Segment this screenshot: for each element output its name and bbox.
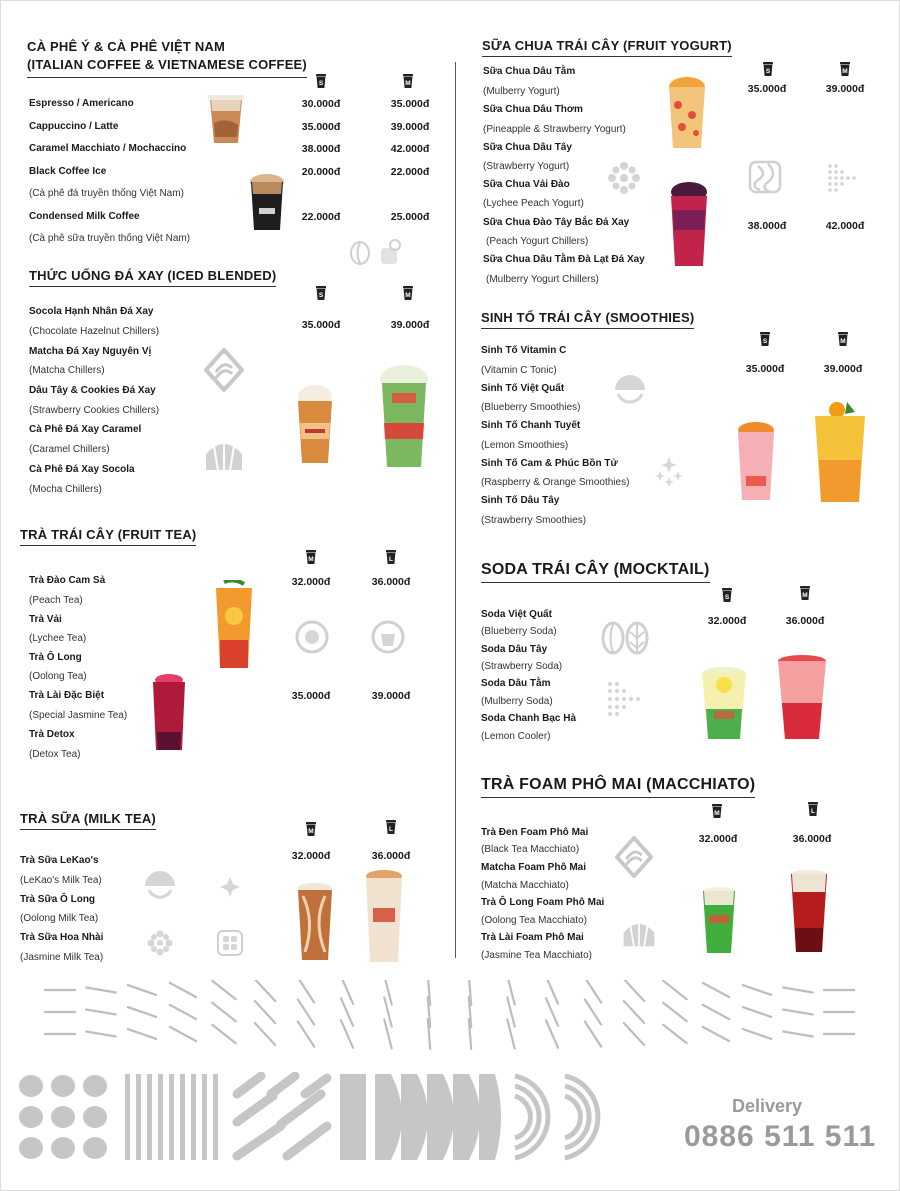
yogurt-price-s: 38.000đ [747,220,787,232]
dot-arrow-deco-icon [606,680,644,718]
smoothies-price-m: 39.000đ [823,363,863,375]
coffee-item-name: Cappuccino / Latte [29,121,119,132]
smoothies-item-name: Sinh Tố Cam & Phúc Bồn Tử [481,458,618,469]
soda-item-sub: (Blueberry Soda) [481,626,557,637]
macchiato-price-m: 32.000đ [698,833,738,845]
macchiato-item-name: Trà Đen Foam Phô Mai [481,827,589,838]
fruit-tea-item-sub: (Detox Tea) [29,749,81,760]
fruit-tea-item-sub: (Lychee Tea) [29,633,87,644]
macchiato-price-l: 36.000đ [792,833,832,845]
half-sun-deco-icon [612,372,648,408]
stripe-mark [86,1032,116,1037]
size-s-cup-icon [722,588,732,602]
yogurt-price-m: 42.000đ [825,220,865,232]
fruit-tea-price-l: 36.000đ [371,576,411,588]
yogurt-item-name: Sữa Chua Dâu Thơm [483,104,583,115]
half-sun-deco-icon [143,868,177,902]
yogurt-item-name: Sữa Chua Dâu Tằm Đà Lạt Đá Xay [483,254,645,265]
stripe-mark [743,1007,771,1017]
yogurt-item-sub: (Pineapple & Strawberry Yogurt) [483,124,626,135]
vitamin-c-smoothie-cup-image [734,420,778,502]
yogurt-price-s: 35.000đ [747,83,787,95]
column-divider [455,62,456,958]
size-m-cup-icon [306,550,316,564]
macchiato-item-sub: (Matcha Macchiato) [481,880,569,891]
coffee-price-m: 39.000đ [390,121,430,133]
caramel-chiller-cup-image [295,383,335,465]
macchiato-item-name: Trà Ô Long Foam Phô Mai [481,897,605,908]
yogurt-price-m: 39.000đ [825,83,865,95]
yogurt-section-title: SỮA CHUA TRÁI CÂY (FRUIT YOGURT) [482,38,732,57]
blended-item-name: Dâu Tây & Cookies Đá Xay [29,385,156,396]
sparkle-cluster-deco-icon [652,455,686,489]
blended-price-s: 35.000đ [301,319,341,331]
milk-tea-item-name: Trà Sữa Ô Long [20,894,96,905]
stripe-mark [128,1029,156,1039]
size-l-cup-icon [386,550,396,564]
stripe-mark [585,980,601,1003]
beans-deco-icon [600,620,650,656]
black-coffee-cup-image [249,172,285,232]
svg-text:S: S [318,80,324,87]
smoothies-item-name: Sinh Tố Chanh Tuyết [481,420,581,431]
cup-circle-deco-icon [371,620,405,654]
coffee-title-line1: CÀ PHÊ Ý & CÀ PHÊ VIỆT NAM [27,39,226,54]
svg-text:S: S [765,68,771,75]
soda-item-sub: (Strawberry Soda) [481,661,563,672]
svg-text:M: M [405,80,411,87]
coffee-price-s: 22.000đ [301,211,341,223]
milk-tea-item-name: Trà Sữa Hoa Nhài [20,932,104,943]
yogurt-item-sub: (Peach Yogurt Chillers) [486,236,589,247]
yogurt-item-name: Sữa Chua Dâu Tằm [483,66,576,77]
macchiato-item-sub: (Black Tea Macchiato) [481,844,580,855]
stripe-mark [546,998,558,1025]
coffee-price-s: 20.000đ [301,166,341,178]
coffee-price-s: 30.000đ [301,98,341,110]
geometric-footer-pattern [15,1072,615,1162]
soda-item-name: Soda Dâu Tây [481,644,548,655]
size-m-cup-icon [403,74,413,88]
size-m-cup-icon [403,286,413,300]
stripe-mark [86,1010,116,1015]
coffee-item-name: Caramel Macchiato / Mochaccino [29,143,187,154]
size-s-cup-icon [763,62,773,76]
stripe-mark [585,1021,601,1046]
soda-item-name: Soda Chanh Bạc Hà [481,713,577,724]
soda-item-name: Soda Dâu Tằm [481,678,551,689]
fruit-tea-item-name: Trà Vải [29,614,62,625]
macchiato-section-title: TRÀ FOAM PHÔ MAI (MACCHIATO) [481,776,755,798]
stripe-mark [703,983,729,997]
blended-item-sub: (Strawberry Cookies Chillers) [29,405,160,416]
flower-deco-icon [145,928,175,958]
size-s-cup-icon [316,74,326,88]
stripe-mark [298,999,314,1024]
soda-price-s: 32.000đ [707,615,747,627]
stripe-mark [170,1005,196,1019]
stripe-mark [783,988,813,993]
yogurt-item-name: Sữa Chua Dâu Tây [483,142,572,153]
svg-text:L: L [811,808,815,815]
macchiato-item-sub: (Jasmine Tea Macchiato) [481,950,592,961]
blended-item-sub: (Mocha Chillers) [29,484,102,495]
smoothies-section-title: SINH TỐ TRÁI CÂY (SMOOTHIES) [481,310,694,329]
coffee-price-s: 38.000đ [301,143,341,155]
peach-tea-cup-image [214,580,254,670]
flower-deco-icon [606,160,642,196]
oolong-milk-tea-cup-image [363,868,405,964]
svg-text:M: M [714,810,720,817]
orange-smoothie-cup-image [811,400,869,504]
soda-item-sub: (Lemon Cooler) [481,731,551,742]
smoothies-item-sub: (Raspberry & Orange Smoothies) [481,477,630,488]
black-tea-macchiato-cup-image [789,868,829,954]
coffee-price-s: 35.000đ [301,121,341,133]
svg-text:S: S [724,594,730,601]
stripe-mark [170,983,196,997]
stripe-mark [212,981,236,999]
size-m-cup-icon [712,804,722,818]
soda-item-name: Soda Việt Quất [481,609,552,620]
coffee-cup-deco-icon [378,238,402,266]
blended-section-title: THỨC UỐNG ĐÁ XAY (ICED BLENDED) [29,268,276,287]
svg-text:L: L [389,556,393,563]
milk-tea-item-name: Trà Sữa LeKao's [20,855,99,866]
blended-item-sub: (Caramel Chillers) [29,444,110,455]
stripe-mark [624,1023,644,1045]
blended-price-m: 39.000đ [390,319,430,331]
stripe-mark [783,1032,813,1037]
coffee-item-name: Black Coffee Ice [29,166,107,177]
smoothies-price-s: 35.000đ [745,363,785,375]
svg-text:M: M [405,292,411,299]
stripe-mark [703,1027,729,1041]
fruit-tea-item-name: Trà Lài Đặc Biệt [29,690,105,701]
fruit-tea-price-m: 32.000đ [291,576,331,588]
dot-arrow-deco-icon [826,162,858,194]
blended-item-name: Matcha Đá Xay Nguyên Vị [29,346,152,357]
smoothies-item-sub: (Vitamin C Tonic) [481,365,557,376]
sunrise-deco-icon [620,912,658,948]
svg-text:S: S [762,338,768,345]
milk-tea-section-title: TRÀ SỮA (MILK TEA) [20,811,156,830]
svg-text:L: L [389,826,393,833]
jasmine-tea-cup-image [151,672,187,752]
size-l-cup-icon [808,802,818,816]
stripe-mark [585,999,601,1024]
stripe-mark [624,980,644,1001]
smoothies-item-sub: (Strawberry Smoothies) [481,515,587,526]
matcha-macchiato-cup-image [701,885,737,955]
blended-item-name: Socola Hạnh Nhân Đá Xay [29,306,154,317]
fruit-tea-item-name: Trà Ô Long [29,652,82,663]
size-s-cup-icon [316,286,326,300]
macchiato-item-name: Matcha Foam Phô Mai [481,862,587,873]
stripe-mark [255,1023,275,1045]
leaf-deco-icon [202,348,246,392]
coffee-price-m: 35.000đ [390,98,430,110]
blended-item-sub: (Matcha Chillers) [29,365,105,376]
coffee-item-sub: (Cà phê đá truyền thống Việt Nam) [29,188,184,199]
soda-price-m: 36.000đ [785,615,825,627]
size-m-cup-icon [838,332,848,346]
coffee-price-m: 25.000đ [390,211,430,223]
stripe-mark [663,981,687,999]
stripe-mark [298,1021,314,1046]
svg-text:M: M [802,592,808,599]
stripe-mark [128,1007,156,1017]
lekaos-milk-tea-cup-image [295,882,335,962]
fruit-tea-item-sub: (Peach Tea) [29,595,83,606]
stripe-mark [663,1025,687,1043]
stripe-mark [783,1010,813,1015]
coffee-item-name: Condensed Milk Coffee [29,211,140,222]
tiles-deco-icon [217,930,243,956]
fruit-tea-item-sub: (Special Jasmine Tea) [29,710,128,721]
soda-item-sub: (Mulberry Soda) [481,696,553,707]
svg-text:M: M [308,828,314,835]
stripe-mark [128,985,156,995]
stripe-mark [663,1003,687,1021]
smoothies-item-name: Sinh Tố Việt Quất [481,383,565,394]
sparkle-deco-icon [219,876,241,898]
blended-item-name: Cà Phê Đá Xay Socola [29,464,135,475]
fruit-tea-price-l: 39.000đ [371,690,411,702]
size-s-cup-icon [760,332,770,346]
stripe-mark [298,980,314,1003]
svg-text:M: M [840,338,846,345]
stripe-mark [212,1003,236,1021]
fruit-tea-section-title: TRÀ TRÁI CÂY (FRUIT TEA) [20,527,196,546]
macchiato-item-name: Trà Lài Foam Phô Mai [481,932,584,943]
size-m-cup-icon [306,822,316,836]
lemon-soda-cup-image [700,665,748,741]
stripe-mark [170,1027,196,1041]
coffee-price-m: 22.000đ [390,166,430,178]
smoothies-item-sub: (Lemon Smoothies) [481,440,569,451]
yogurt-item-sub: (Mulberry Yogurt Chillers) [486,274,599,285]
yogurt-item-sub: (Strawberry Yogurt) [483,161,570,172]
stripe-mark [703,1005,729,1019]
strawberry-soda-cup-image [776,653,828,741]
stripe-mark [743,985,771,995]
milk-tea-item-sub: (LeKao's Milk Tea) [20,875,102,886]
size-l-cup-icon [386,820,396,834]
sunrise-deco-icon [202,430,246,472]
delivery-phone-number[interactable]: 0886 511 511 [684,1120,877,1153]
svg-text:M: M [308,556,314,563]
svg-text:M: M [842,68,848,75]
coffee-price-m: 42.000đ [390,143,430,155]
stripe-mark [546,1020,558,1047]
coffee-section-title [27,38,307,78]
coffee-item-name: Espresso / Americano [29,98,134,109]
fruit-tea-item-name: Trà Detox [29,729,75,740]
fruit-tea-item-sub: (Oolong Tea) [29,671,87,682]
yogurt-item-sub: (Lychee Peach Yogurt) [483,198,584,209]
smoothies-item-name: Sinh Tố Vitamin C [481,345,567,356]
leaf-deco-icon [613,836,655,878]
milk-tea-price-m: 32.000đ [291,850,331,862]
stripe-mark [341,998,353,1025]
swirl-deco-icon [295,620,329,654]
coffee-bean-deco-icon [349,240,371,266]
stripe-mark [212,1025,236,1043]
coffee-item-sub: (Cà phê sữa truyền thống Việt Nam) [29,233,191,244]
size-m-cup-icon [800,586,810,600]
yogurt-item-name: Sữa Chua Đào Tây Bắc Đá Xay [483,217,630,228]
stripe-mark [624,1001,644,1023]
svg-text:S: S [318,292,324,299]
matcha-chiller-cup-image [378,363,430,469]
yogurt-item-name: Sữa Chua Vải Đào [483,179,570,190]
milk-tea-price-l: 36.000đ [371,850,411,862]
macchiato-item-sub: (Oolong Tea Macchiato) [481,915,587,926]
fruit-tea-price-m: 35.000đ [291,690,331,702]
smoothies-item-sub: (Blueberry Smoothies) [481,402,581,413]
delivery-label: Delivery [732,1096,803,1116]
milk-tea-item-sub: (Jasmine Milk Tea) [20,952,104,963]
blended-item-name: Cà Phê Đá Xay Caramel [29,424,142,435]
mulberry-yogurt-chiller-cup-image [668,180,710,268]
wave-square-deco-icon [748,160,782,194]
stripe-mark [86,988,116,993]
stripe-mark [743,1029,771,1039]
stripe-mark [255,1001,275,1023]
size-m-cup-icon [840,62,850,76]
smoothies-item-name: Sinh Tố Dâu Tây [481,495,560,506]
stripe-mark [255,980,275,1001]
yogurt-item-sub: (Mulberry Yogurt) [483,86,560,97]
milk-tea-item-sub: (Oolong Milk Tea) [20,913,99,924]
coffee-title-line2: (ITALIAN COFFEE & VIETNAMESE COFFEE) [27,57,307,72]
stripe-mark [341,1020,353,1047]
fruit-tea-item-name: Trà Đào Cam Sả [29,575,106,586]
diagonal-stripes-pattern [40,980,860,1050]
mulberry-yogurt-cup-image [666,75,708,150]
iced-latte-cup-image [208,93,244,145]
blended-item-sub: (Chocolate Hazelnut Chillers) [29,326,160,337]
soda-section-title: SODA TRÁI CÂY (MOCKTAIL) [481,561,710,583]
